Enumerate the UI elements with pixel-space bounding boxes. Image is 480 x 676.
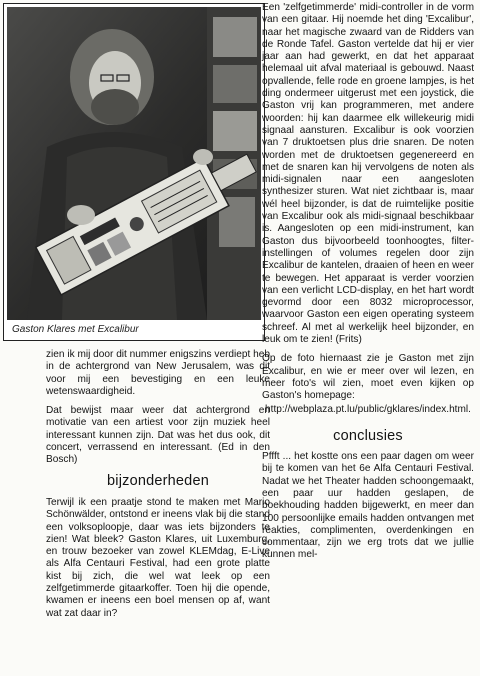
photo-frame [3,3,265,341]
conclusion-paragraph: Pffft ... het kostte ons een paar dagen om weer bij te komen van het 6e Alfa Centauri Festival. Nadat we het Theater hadden schoongemaakt, een paar uur hadden geslapen, de boekhouding hadden bijgewerkt, en meer dan 100 persoonlijke emails hadden ontvangen met reakties, complimenten, overdenkingen en commentaar, zijn we erg trots dat we jullie kunnen mel- [262,451,474,561]
photo-illustration [7,7,261,320]
intro-paragraph-1: zien ik mij door dit nummer enigszins verdiept heb in de achtergrond van New Jerusalem, was dit voor mij een bevestiging en een leuke wetenswaardigheid. [46,349,270,397]
section-heading-conclusies: conclusies [333,427,403,444]
homepage-intro: Op de foto hiernaast zie je Gaston met zijn Excalibur, en wie er meer over wil lezen, en meer foto's wil zien, moet even kijken op Gaston's homepage: [262,353,474,402]
excalibur-description: Een 'zelfgetimmerde' midi-controller in de vorm van een gitaar. Hij noemde het ding 'Excalibur', naar het magische zwaard van de Ridders van de Ronde Tafel. Gaston vertelde dat hij er vier jaar aan had gewerkt, en dat het apparaat helemaal uit afval materiaal is gebouwd. Naast opvallende, felle rode en groene lampjes, is het ding ondermeer uitgerust met een joystick, die Gaston vrij kan programmeren, met andere woorden: hij kan daarmee elk willekeurig midi signaal aansturen. Excalibur is ook voorzien van 7 druktoetsen plus drie snaren. De noten worden met de druktoetsen gegenereerd en met de snaren kan hij vervolgens de noten als midi-signalen naar een aangesloten synthesizer sturen. Wat niet zichtbaar is, maar wél heel bijzonder, is dat de ruimtelijke positie van Excalibur ook als midi-signaal beschikbaar is. Aangesloten op een midi-instrument, kan Gaston dus bijvoorbeeld toonhoogtes, filter-instellingen of volumes regelen door zijn Excalibur de kantelen, draaien of heen en weer te bewegen. Het apparaat is verder voorzien van een verlicht LCD-display, en het hart wordt gevormd door een 8032 microprocessor, waarvoor Gaston een eigen operating systeem schreef. Al met al werkelijk heel bijzonder, en leuk om te zien! (Frits) [262,2,474,346]
intro-paragraph-2: Dat bewijst maar weer dat achtergrond en motivatie van een artiest voor zijn muziek heel interessant kunnen zijn. Dat was het dus ook, dit concert, verrassend en interessant. (Ed in den Bosch) [46,405,270,466]
body-paragraph: Terwijl ik een praatje stond te maken met Mario Schönwälder, ontstond er ineens vlak bij die stand een volksoploopje, daar was iets bijzonders te zien! Wat bleek? Gaston Klares, uit Luxemburg, en trouw bezoeker van zowel KLEMdag, E-Live als Alfa Centauri Festival, had een grote platte kist bij zich, die wel wat leek op een zelfgetimmerde gitaarkoffer. Toen hij die opende, kwamen er ineens een boel mensen op af, want wat zat daar in? [46,496,270,619]
excalibur-photo [7,7,261,320]
photo-caption: Gaston Klares met Excalibur [12,324,139,335]
right-column [262,2,474,569]
section-heading-bijzonderheden: bijzonderheden [107,472,209,489]
left-column [46,349,270,627]
homepage-link[interactable]: http://webplaza.pt.lu/public/gklares/index.html. [265,403,471,415]
